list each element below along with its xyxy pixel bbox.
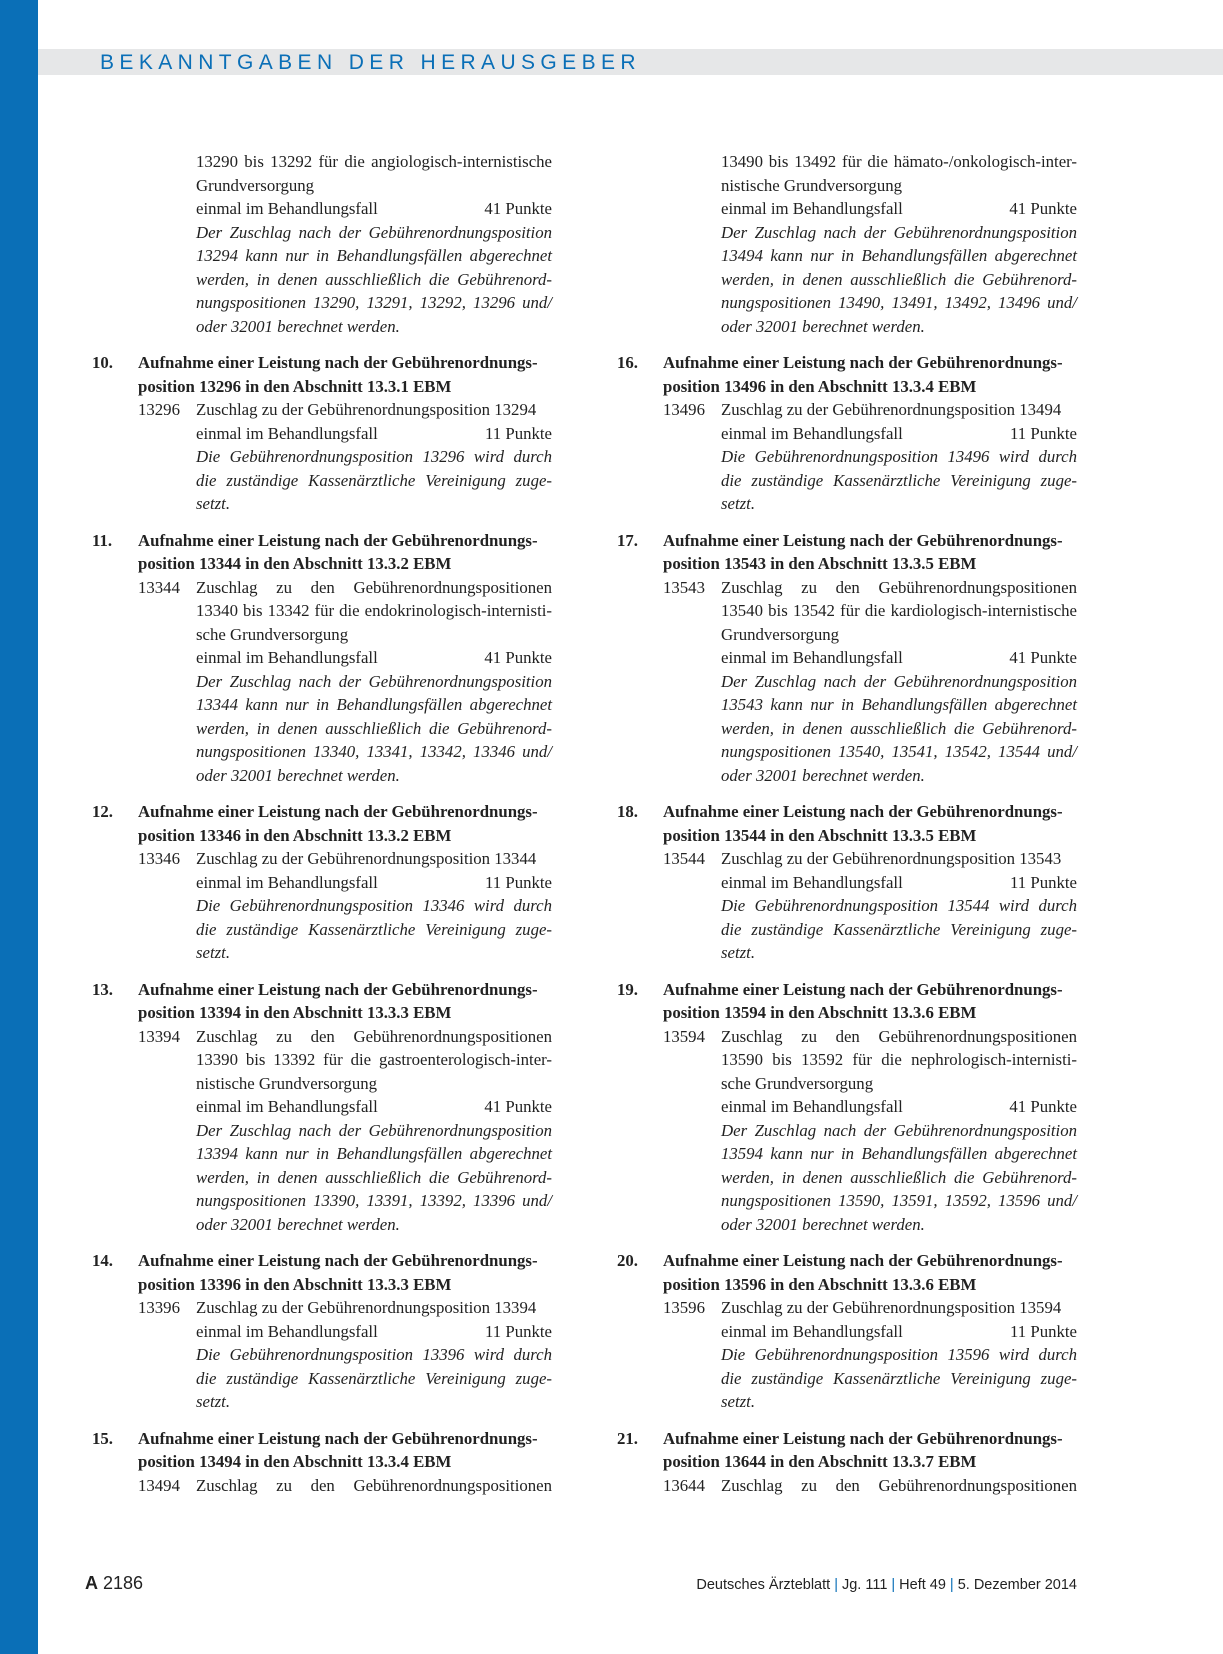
fee-description: Zuschlag zu den Gebührenordnungspositionen [721,1475,1077,1495]
note-line: Der Zuschlag nach der Gebührenordnungsposition [721,222,1077,242]
fee-description: Zuschlag zu der Gebührenordnungsposition 13394 [196,1298,537,1317]
section-heading: position 13296 in den Abschnitt 13.3.1 EBM [138,376,452,396]
frequency-row [617,197,1077,221]
frequency-text: einmal im Behandlungsfall [196,199,378,218]
fee-description: 13540 bis 13542 für die kardiologisch-internistische [721,601,1077,620]
fee-description: sche Grundversorgung [721,1073,874,1093]
frequency-row: einmal im Behandlungsfall 11 Punkte [617,422,1077,446]
note-line: setzt. [196,494,231,513]
section-heading: position 13494 in den Abschnitt 13.3.4 EBM [138,1452,452,1471]
note-line: die zuständige Kassenärztliche Vereinigung zuge- [721,919,1077,939]
section-number: 16. [617,353,638,372]
fee-description: Zuschlag zu den Gebührenordnungspositionen [721,1026,1077,1046]
points-value: 11 Punkte [485,1321,552,1341]
section-14 [92,1249,552,1414]
publication-info: Deutsches Ärzteblatt | Jg. 111 | Heft 49 | 5. Dezember 2014 [696,1577,1077,1593]
note-line: nungspositionen 13540, 13541, 13542, 13544 und/ [721,742,1077,761]
fee-code: 13396 [138,1298,180,1317]
section-20 [617,1249,1077,1414]
fee-description: Zuschlag zu den Gebührenordnungspositionen [196,1026,552,1046]
note-line: werden, in denen ausschließlich die Gebührenord- [196,269,552,289]
section-10 [92,351,552,516]
note-line: nungspositionen 13290, 13291, 13292, 13296 und/ [196,293,552,312]
right-column [617,150,1077,1497]
section-number: 12. [92,802,113,821]
code-row [617,398,1077,422]
section-number: 15. [92,1428,113,1448]
frequency-row: einmal im Behandlungsfall 41 Punkte [92,1095,552,1119]
frequency-text: einmal im Behandlungsfall [721,199,903,218]
section-number: 19. [617,979,638,999]
section-heading: position 13596 in den Abschnitt 13.3.6 EBM [663,1274,977,1294]
page-number-value: 2186 [103,1573,144,1593]
fee-code: 13296 [138,400,180,419]
note-line: 13344 kann nur in Behandlungsfällen abgerechnet [196,695,552,714]
section-number: 17. [617,530,638,550]
frequency-row [92,197,552,221]
points-value: 41 Punkte [484,1097,552,1116]
section-heading: 11. Aufnahme einer Leistung nach der Gebührenordnungs- [92,529,552,553]
section-heading: position 13496 in den Abschnitt 13.3.4 EBM [663,376,977,396]
entry-text-line: Grundversorgung [196,175,315,195]
points-value: 41 Punkte [1009,648,1077,667]
fee-code: 13543 [663,577,705,597]
note-line: die zuständige Kassenärztliche Vereinigung zuge- [196,1368,552,1388]
note-line: 13394 kann nur in Behandlungsfällen abgerechnet [196,1144,552,1163]
volume: Jg. 111 [841,1577,888,1593]
fee-code: 13494 [138,1475,180,1495]
code-row [617,1474,1077,1498]
fee-description: sche Grundversorgung [196,624,349,644]
fee-code: 13394 [138,1026,180,1046]
fee-description: Grundversorgung [721,624,840,644]
note-line: 13494 kann nur in Behandlungsfällen abgerechnet [721,246,1077,265]
code-row [92,1025,552,1049]
code-row [617,576,1077,600]
note-line: Die Gebührenordnungsposition 13396 wird durch [196,1345,552,1364]
note-line: Die Gebührenordnungsposition 13596 wird durch [721,1345,1077,1364]
section-heading: 20. Aufnahme einer Leistung nach der Gebührenordnungs- [617,1249,1077,1273]
code-row [92,847,552,871]
note-line: die zuständige Kassenärztliche Vereinigung zuge- [196,470,552,490]
fee-code: 13344 [138,577,180,597]
entry-text-line: 13290 bis 13292 für die angiologisch-internistische [196,152,552,171]
section-heading: 16. Aufnahme einer Leistung nach der Gebührenordnungs- [617,351,1077,375]
frequency-row: einmal im Behandlungsfall 11 Punkte [617,871,1077,895]
entry-text-line: 13490 bis 13492 für die hämato-/onkologisch-inter- [721,152,1077,171]
side-accent-bar [0,0,38,1654]
section-number: 13. [92,979,113,999]
frequency-row: einmal im Behandlungsfall 11 Punkte [92,1320,552,1344]
section-heading: 10. Aufnahme einer Leistung nach der Gebührenordnungs- [92,351,552,375]
points-value: 11 Punkte [1010,423,1077,443]
section-21 [617,1427,1077,1498]
fee-description: Zuschlag zu der Gebührenordnungsposition 13294 [196,400,537,419]
page-number [85,1573,143,1594]
points-value: 11 Punkte [485,423,552,443]
fee-description: Zuschlag zu der Gebührenordnungsposition 13494 [721,400,1062,419]
section-13 [92,978,552,1237]
note-line: setzt. [721,494,756,513]
section-number: 10. [92,353,113,372]
fee-description: nistische Grundversorgung [196,1073,377,1093]
section-heading: 17. Aufnahme einer Leistung nach der Gebührenordnungs- [617,529,1077,553]
section-17 [617,529,1077,788]
fee-description: Zuschlag zu den Gebührenordnungspositionen [196,577,552,597]
points-value: 41 Punkte [484,199,552,218]
fee-description: Zuschlag zu den Gebührenordnungspositionen [196,1475,552,1495]
fee-description: Zuschlag zu den Gebührenordnungspositionen [721,577,1077,597]
note-line: werden, in denen ausschließlich die Gebührenord- [196,1167,552,1187]
section-18 [617,800,1077,965]
note-line: oder 32001 berechnet werden. [721,1214,925,1234]
fee-code: 13594 [663,1026,705,1046]
frequency-row: einmal im Behandlungsfall 41 Punkte [617,646,1077,670]
fee-description: 13340 bis 13342 für die endokrinologisch-internisti- [196,601,552,620]
continued-entry [617,150,1077,338]
entry-text-line: nistische Grundversorgung [721,175,902,195]
note-line: Der Zuschlag nach der Gebührenordnungsposition [196,671,552,691]
section-heading: 12. Aufnahme einer Leistung nach der Gebührenordnungs- [92,800,552,824]
fee-code: 13596 [663,1298,705,1317]
note-line: 13294 kann nur in Behandlungsfällen abgerechnet [196,246,552,265]
note-line: Die Gebührenordnungsposition 13296 wird durch [196,447,552,466]
note-line: werden, in denen ausschließlich die Gebührenord- [721,718,1077,738]
points-value: 11 Punkte [1010,872,1077,892]
section-heading: position 13394 in den Abschnitt 13.3.3 EBM [138,1003,452,1022]
section-12 [92,800,552,965]
section-19 [617,978,1077,1237]
section-16 [617,351,1077,516]
section-heading: position 13594 in den Abschnitt 13.3.6 EBM [663,1003,977,1022]
points-value: 11 Punkte [1010,1321,1077,1341]
section-heading: 13. Aufnahme einer Leistung nach der Gebührenordnungs- [92,978,552,1002]
fee-description: Zuschlag zu der Gebührenordnungsposition 13344 [196,849,537,868]
section-number: 18. [617,802,638,821]
note-line: nungspositionen 13340, 13341, 13342, 13346 und/ [196,742,552,761]
note-line: Der Zuschlag nach der Gebührenordnungsposition [196,222,552,242]
note-line: 13594 kann nur in Behandlungsfällen abgerechnet [721,1144,1077,1163]
points-value: 41 Punkte [1009,1097,1077,1116]
frequency-row: einmal im Behandlungsfall 41 Punkte [617,1095,1077,1119]
page-prefix: A [85,1573,98,1593]
frequency-row: einmal im Behandlungsfall 11 Punkte [92,871,552,895]
section-heading: 21. Aufnahme einer Leistung nach der Gebührenordnungs- [617,1427,1077,1451]
issue: Heft 49 [899,1577,946,1593]
continued-entry [92,150,552,338]
note-line: nungspositionen 13490, 13491, 13492, 13496 und/ [721,293,1077,312]
note-line: die zuständige Kassenärztliche Vereinigung zuge- [196,919,552,939]
section-15 [92,1427,552,1498]
section-heading: position 13346 in den Abschnitt 13.3.2 EBM [138,825,452,845]
note-line: oder 32001 berechnet werden. [721,316,925,336]
frequency-row: einmal im Behandlungsfall 11 Punkte [617,1320,1077,1344]
fee-code: 13346 [138,849,180,868]
fee-code: 13644 [663,1475,705,1495]
fee-description: 13390 bis 13392 für die gastroenterologisch-inter- [196,1050,552,1069]
points-value: 41 Punkte [1009,199,1077,218]
note-line: die zuständige Kassenärztliche Vereinigung zuge- [721,1368,1077,1388]
code-row [617,1296,1077,1320]
note-line: werden, in denen ausschließlich die Gebührenord- [196,718,552,738]
fee-description: Zuschlag zu der Gebührenordnungsposition 13543 [721,849,1062,868]
publication-date: 5. Dezember 2014 [957,1577,1077,1593]
code-row [92,398,552,422]
note-line: die zuständige Kassenärztliche Vereinigung zuge- [721,470,1077,490]
section-number: 14. [92,1251,113,1270]
note-line: Die Gebührenordnungsposition 13544 wird durch [721,896,1077,915]
note-line: Der Zuschlag nach der Gebührenordnungsposition [721,671,1077,691]
frequency-row: einmal im Behandlungsfall 41 Punkte [92,646,552,670]
note-line: nungspositionen 13390, 13391, 13392, 13396 und/ [196,1191,552,1210]
code-row [92,1296,552,1320]
fee-code: 13544 [663,849,705,868]
code-row [617,1025,1077,1049]
section-number: 21. [617,1428,638,1448]
section-heading: position 13344 in den Abschnitt 13.3.2 EBM [138,554,452,573]
note-line: oder 32001 berechnet werden. [721,765,925,785]
note-line: Der Zuschlag nach der Gebührenordnungsposition [196,1120,552,1140]
note-line: setzt. [196,1392,231,1411]
journal-name: Deutsches Ärzteblatt [696,1577,831,1593]
note-line: oder 32001 berechnet werden. [196,316,400,336]
note-line: Der Zuschlag nach der Gebührenordnungsposition [721,1120,1077,1140]
fee-description: Zuschlag zu der Gebührenordnungsposition 13594 [721,1298,1062,1317]
fee-code: 13496 [663,400,705,419]
points-value: 11 Punkte [485,872,552,892]
section-heading: position 13644 in den Abschnitt 13.3.7 EBM [663,1452,977,1471]
note-line: werden, in denen ausschließlich die Gebührenord- [721,1167,1077,1187]
note-line: setzt. [721,943,756,962]
note-line: setzt. [196,943,231,962]
frequency-row: einmal im Behandlungsfall 11 Punkte [92,422,552,446]
section-heading: position 13544 in den Abschnitt 13.3.5 EBM [663,825,977,845]
section-heading: 15. Aufnahme einer Leistung nach der Gebührenordnungs- [92,1427,552,1451]
section-number: 20. [617,1251,638,1270]
points-value: 41 Punkte [484,648,552,667]
code-row [92,576,552,600]
note-line: oder 32001 berechnet werden. [196,765,400,785]
note-line: Die Gebührenordnungsposition 13496 wird durch [721,447,1077,466]
section-heading: 18. Aufnahme einer Leistung nach der Gebührenordnungs- [617,800,1077,824]
section-header-title: BEKANNTGABEN DER HERAUSGEBER [100,51,641,74]
note-line: oder 32001 berechnet werden. [196,1214,400,1234]
section-heading: 14. Aufnahme einer Leistung nach der Gebührenordnungs- [92,1249,552,1273]
note-line: nungspositionen 13590, 13591, 13592, 13596 und/ [721,1191,1077,1210]
left-column [92,150,552,1497]
note-line: 13543 kann nur in Behandlungsfällen abgerechnet [721,695,1077,714]
code-row [617,847,1077,871]
section-heading: 19. Aufnahme einer Leistung nach der Gebührenordnungs- [617,978,1077,1002]
section-11 [92,529,552,788]
section-heading: position 13543 in den Abschnitt 13.3.5 EBM [663,554,977,573]
section-heading: position 13396 in den Abschnitt 13.3.3 EBM [138,1274,452,1294]
code-row [92,1474,552,1498]
note-line: werden, in denen ausschließlich die Gebührenord- [721,269,1077,289]
section-number: 11. [92,530,113,550]
note-line: Die Gebührenordnungsposition 13346 wird durch [196,896,552,915]
fee-description: 13590 bis 13592 für die nephrologisch-internisti- [721,1050,1077,1069]
note-line: setzt. [721,1392,756,1411]
